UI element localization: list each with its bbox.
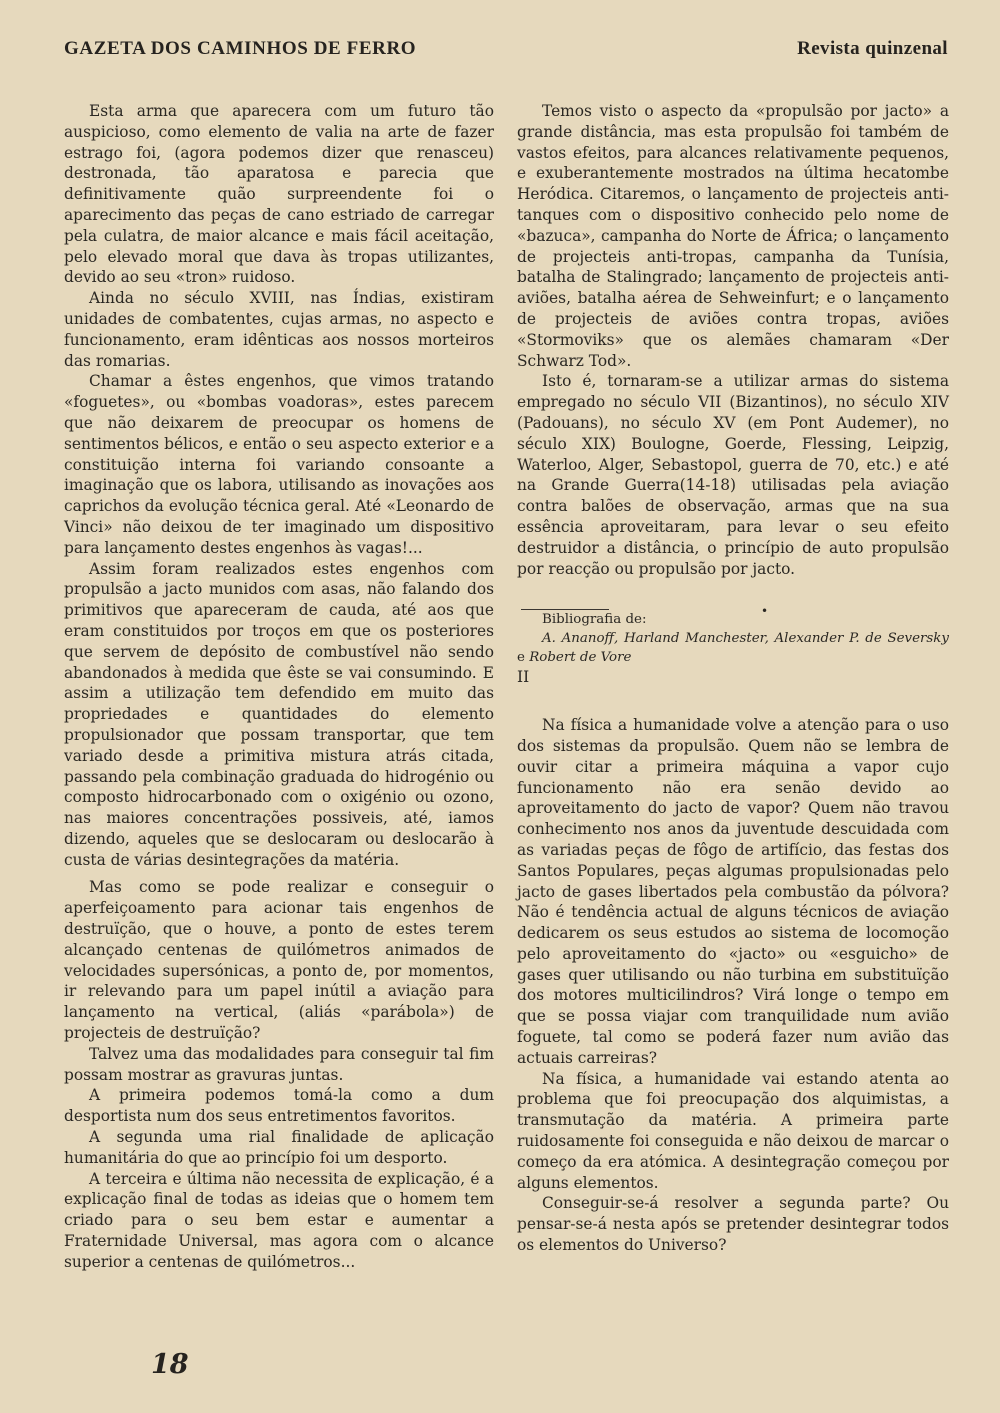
running-header-subtitle: Revista quinzenal (797, 38, 948, 59)
paragraph: Ainda no século XVIII, nas Índias, existiram unidades de combatentes, cujas armas, no aspecto e funcionamento, eram idênticas aos nossos morteiros das romarias. (64, 289, 494, 370)
bibliography-conjunction: e (517, 650, 530, 666)
paragraph: Na física, a humanidade vai estando atenta ao problema que foi preocupação dos alquimistas, a transmutação da matéria. A primeira parte ruidosamente foi conseguida e não deixou de marcar o começo da era atómica. A desintegração começou por alguns elementos. (517, 1069, 949, 1192)
paragraph: Esta arma que aparecera com um futuro tão auspicioso, como elemento de valia na arte de fazer estrago foi, (agora podemos dizer que renasceu) destronada, tão aparatosa e parecia que definitivamente quão surpreendente foi o aparecimento das peças de cano estriado de carregar pela culatra, de maior alcance e mais fácil aceitação, pelo elevado moral que dava às tropas utilizantes, devido ao seu «tron» ruidoso. (64, 102, 494, 287)
section-number: II (517, 668, 530, 687)
page-number: 18 (151, 1349, 189, 1380)
running-header-title: GAZETA DOS CAMINHOS DE FERRO (64, 38, 417, 59)
paragraph: Conseguir-se-á resolver a segunda parte? Ou pensar-se-á nesta após se pretender desintegrar todos os elementos do Universo? (517, 1194, 949, 1255)
left-column (64, 101, 494, 1273)
paragraph: Temos visto o aspecto da «propulsão por jacto» a grande distância, mas esta propulsão foi também de vastos efeitos, para alcances relativamente pequenos, e exuberantemente mostrados na última hecatombe Heródica. Citaremos, o lançamento de projecteis anti-tanques com o dispositivo conhecido pelo nome de «bazuca», campanha do Norte de África; o lançamento de projecteis anti-tropas, campanha da Tunísia, batalha de Stalingrado; lançamento de projecteis anti-aviões, batalha aérea de Sehweinfurt; e o lançamento de projecteis de aviões contra tropas, aviões «Stormoviks» que os alemães chamaram «Der Schwarz Tod». (517, 102, 949, 370)
paragraph: Assim foram realizados estes engenhos com propulsão a jacto munidos com asas, não falando dos primitivos que apareceram de cauda, até aos que eram constituidos por troços em que os posteriores que servem de depósito de combustível não sendo abandonados à medida que êste se vai consumindo. E assim a utilização tem defendido em muito das propriedades e quantidades do elemento propulsionador que possam transportar, que tem variado desde a primitiva mistura atrás citada, passando pela combinação graduada do hidrogénio ou composto hidrocarbonado com o oxigénio ou ozono, nas maiores concentrações possiveis, até, iamos dizendo, aqueles que se deslocaram ou deslocarão à custa de várias desintegrações da matéria. (64, 559, 494, 869)
bibliography-authors (517, 629, 949, 667)
bibliography-label: Bibliografia de: (542, 612, 647, 628)
paragraph: A primeira podemos tomá-la como a dum desportista num dos seus entretimentos favoritos. (64, 1086, 494, 1126)
paragraph: Isto é, tornaram-se a utilizar armas do sistema empregado no século VII (Bizantinos), no século XIV (Padouans), no século XV (em Pont Audemer), no século XIX) Boulogne, Goerde, Flessing, Leipzig, Waterloo, Alger, Sebastopol, guerra de 70, etc.) e até na Grande Guerra(14-18) utilisadas pela aviação contra balões de observação, armas que na sua essência aproveitaram, para levar o seu efeito destruidor a distância, o princípio de auto propulsão por reacção ou propulsão por jacto. (517, 372, 949, 578)
bibliography-authors-b: Robert de Vore (529, 650, 632, 666)
bibliography-authors-a: A. Ananoff, Harland Manchester, Alexander P. de Seversky (542, 631, 949, 647)
right-column (517, 101, 949, 1256)
paragraph: Talvez uma das modalidades para conseguir tal fim possam mostrar as gravuras juntas. (64, 1044, 494, 1084)
paragraph: Na física a humanidade volve a atenção para o uso dos sistemas da propulsão. Quem não se lembra de ouvir citar a primeira máquina a vapor cujo funcionamento não era senão devido ao aproveitamento do jacto de vapor? Quem não travou conhecimento nos anos da juventude descuidada com as variadas peças de fôgo de artifício, das festas dos Santos Populares, peças algumas propulsionadas pelo jacto de gases libertados pela combustão da pólvora? Não é tendência actual de alguns técnicos de aviação dedicarem os seus estudos ao sistema de locomoção pelo aproveitamento do «jacto» ou «esguicho» de gases quer utilisando ou não turbina em substituïção dos motores multicilindros? Virá longe o tempo em que se possa viajar com tranquilidade num avião foguete, tal como se poderá fazer num avião das actuais carreiras? (517, 716, 949, 1067)
paragraph: A segunda uma rial finalidade de aplicação humanitária do que ao princípio foi um desporto. (64, 1128, 494, 1167)
paragraph: Chamar a êstes engenhos, que vimos tratando «foguetes», ou «bombas voadoras», estes parecem que não deixarem de preocupar os homens de sentimentos bélicos, e então o seu aspecto exterior e a constituição interna foi variando consoante a imaginação que os labora, utilisando as inovações aos caprichos da evolução técnica geral. Até «Leonardo de Vinci» não deixou de ter imaginado um dispositivo para lançamento destes engenhos às vagas!... (64, 372, 494, 557)
paragraph: Mas como se pode realizar e conseguir o aperfeiçoamento para acionar tais engenhos de destruïção, que o houve, a ponto de estes terem alcançado centenas de quilómetros animados de velocidades supersónicas, a ponto de, por momentos, ir relevando para um papel inútil a aviação para lançamento na vertical, (aliás «parábola») de projecteis de destruïção? (64, 878, 494, 1043)
paragraph: A terceira e última não necessita de explicação, é a explicação final de todas as ideias que o homem tem criado para o seu bem estar e aumentar a Fraternidade Universal, mas agora com o alcance superior a centenas de quilómetros... (64, 1169, 494, 1271)
stray-dot: • (761, 604, 769, 618)
